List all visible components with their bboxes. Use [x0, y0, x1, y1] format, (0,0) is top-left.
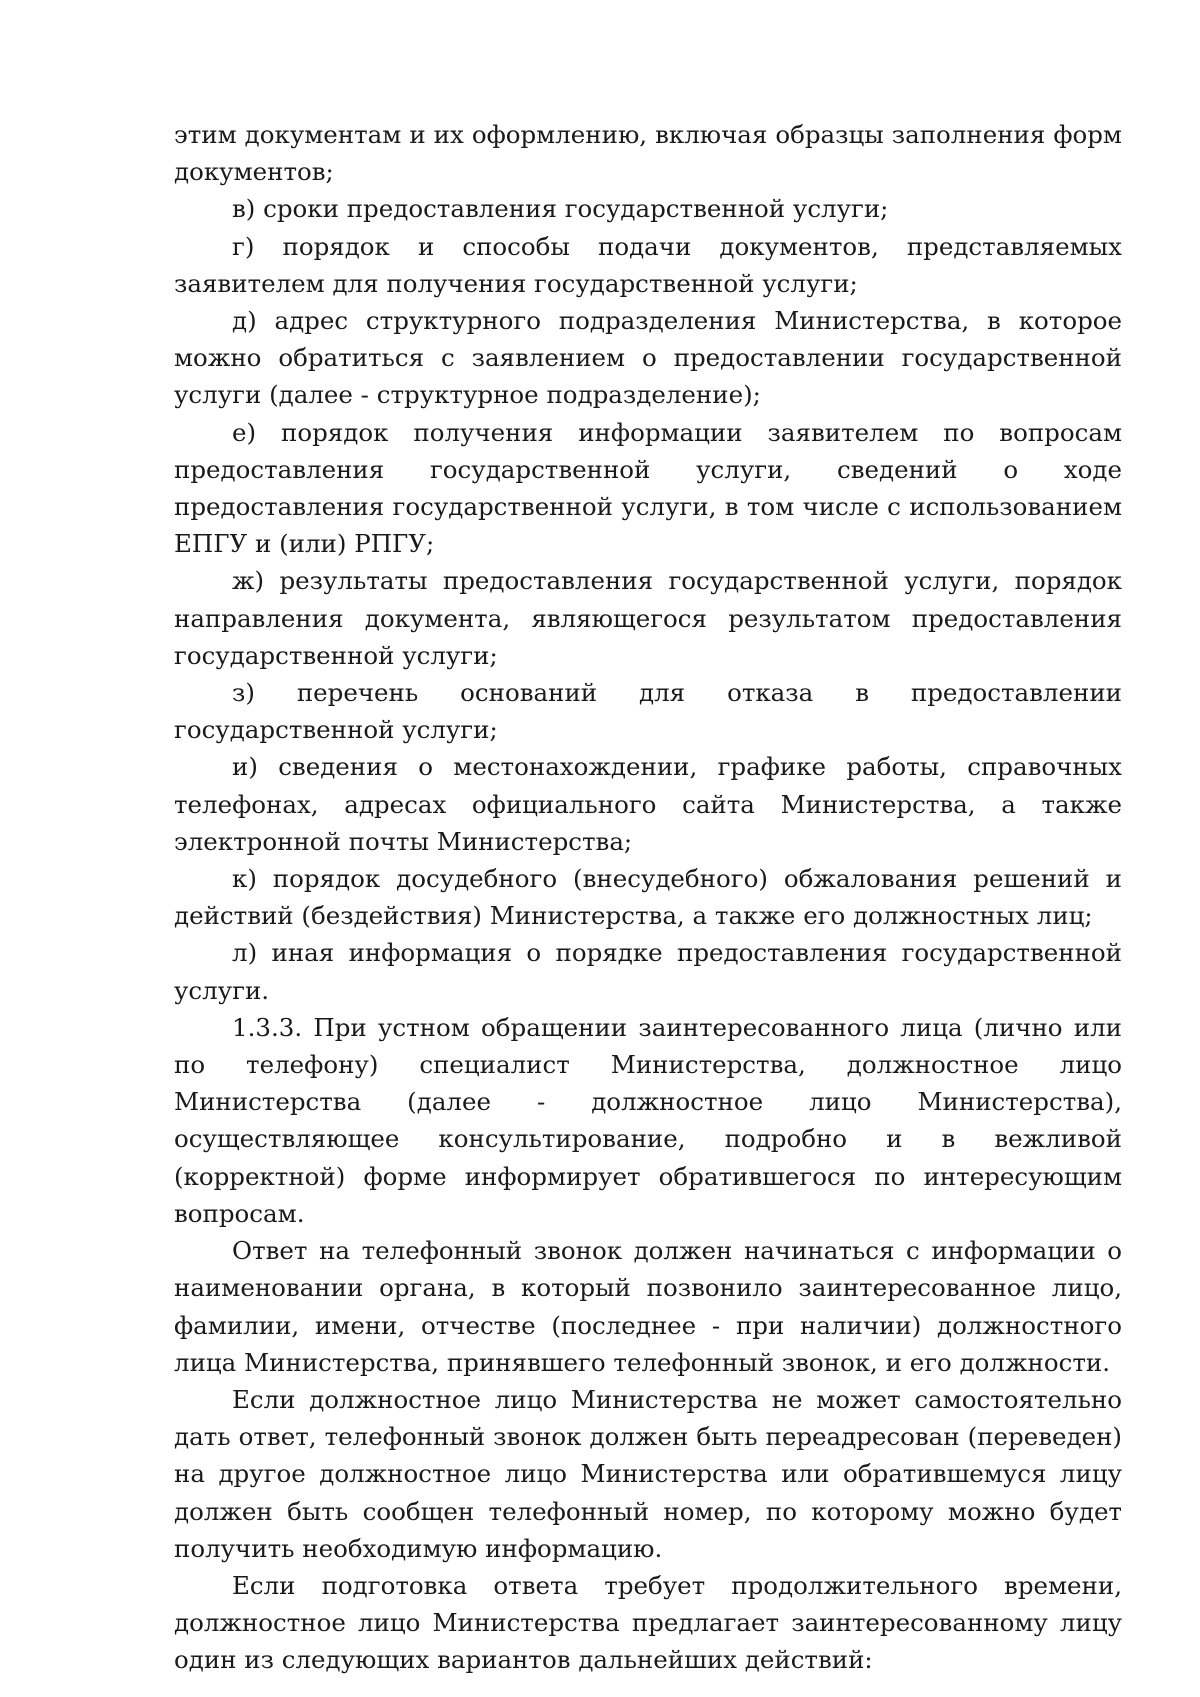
paragraph-section-1-3-3: 1.3.3. При устном обращении заинтересованного лица (лично или по телефону) специалист Министерства, должностное лицо Министерства (далее - должностное лицо Министерства), осуществляющее консультирование, подробно и в вежливой (корректной) форме информирует обратившегося по интересующим вопросам. — [174, 1012, 1122, 1228]
paragraph-redirect: Если должностное лицо Министерства не может самостоятельно дать ответ, телефонный звонок должен быть переадресован (переведен) на другое должностное лицо Министерства или обратившемуся лицу должен быть сообщен телефонный номер, по которому можно будет получить необходимую информацию. — [174, 1384, 1122, 1563]
paragraph-item-zh: ж) результаты предоставления государственной услуги, порядок направления документа, являющегося результатом предоставления государственной услуги; — [174, 566, 1122, 670]
paragraph-item-d: д) адрес структурного подразделения Министерства, в которое можно обратиться с заявлением о предоставлении государственной услуги (далее - структурное подразделение); — [174, 306, 1122, 410]
paragraph-item-g: г) порядок и способы подачи документов, представляемых заявителем для получения государственной услуги; — [174, 231, 1122, 298]
paragraph-phone-answer: Ответ на телефонный звонок должен начинаться с информации о наименовании органа, в который позвонило заинтересованное лицо, фамилии, имени, отчестве (последнее - при наличии) должностного лица Министерства, принявшего телефонный звонок, и его должности. — [174, 1236, 1122, 1377]
paragraph-continuation: этим документам и их оформлению, включая образцы заполнения форм документов; — [174, 120, 1122, 187]
paragraph-item-i: и) сведения о местонахождении, графике работы, справочных телефонах, адресах официального сайта Министерства, а также электронной почты Министерства; — [174, 752, 1122, 856]
paragraph-item-z: з) перечень оснований для отказа в предоставлении государственной услуги; — [174, 678, 1122, 745]
paragraph-item-v: в) сроки предоставления государственной услуги; — [232, 194, 889, 224]
paragraph-item-e: е) порядок получения информации заявителем по вопросам предоставления государственной услуги, сведений о ходе предоставления государственной услуги, в том числе с использованием ЕПГУ и (или) РПГУ; — [174, 417, 1122, 559]
paragraph-long-answer: Если подготовка ответа требует продолжительного времени, должностное лицо Министерства предлагает заинтересованному лицу один из следующих вариантов дальнейших действий: — [174, 1570, 1122, 1675]
paragraph-item-l: л) иная информация о порядке предоставления государственной услуги. — [174, 938, 1122, 1005]
paragraph-item-k: к) порядок досудебного (внесудебного) обжалования решений и действий (бездействия) Министерства, а также его должностных лиц; — [174, 864, 1122, 931]
document-body — [174, 116, 1122, 1679]
